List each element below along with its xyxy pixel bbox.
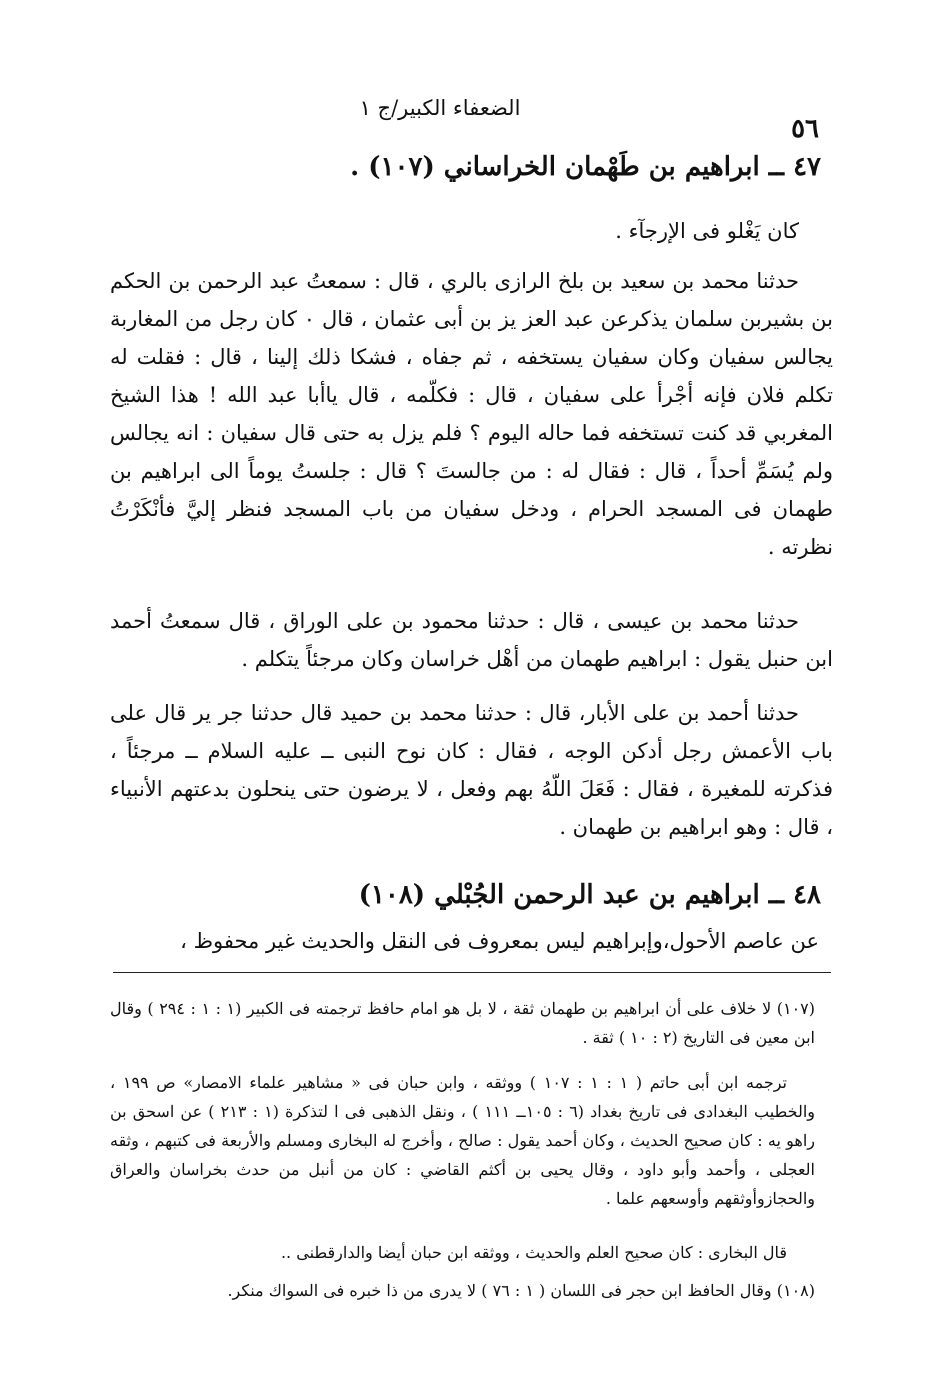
entry-48-title: ٤٨ ــ ابراهيم بن عبد الرحمن الجُبْلي (١٠٨) [358,880,821,910]
entry-47-paragraph-1: كان يَغْلو فى الإرجآء . [615,219,799,243]
entry-47-title: ٤٧ ــ ابراهيم بن طَهْمان الخراساني (١٠٧) . [350,152,821,182]
footnote-108: (١٠٨) وقال الحافظ ابن حجر فى اللسان ( ١ : ٧٦ ) لا يدرى من ذا خبره فى السواك منكر. [227,1281,815,1300]
footnote-107-b: ترجمه ابن أبى حاتم ( ١ : ١ : ١٠٧ ) ووثقه ، وابن حبان فى « مشاهير علماء الامصار» ص ١٩٩ ، والخطيب البغدادى فى تاريخ بغداد (٦ : ١٠٥ــ ١١١ ) ، ونقل الذهبى فى ا لتذكرة (١ : ٢١٣ ) عن اسحق بن راهو يه : كان صحيح الحديث ، وكان أحمد يقول : صالح ، وأخرج له البخارى ومسلم والأربعة فى كتبهم ، وثقه العجلى ، وأحمد وأبو داود ، وقال يحيى بن أكثم القاضي : كان من أنبل من حدث بخراسان والعراق والحجازوأوثقهم وأوسعهم علما . [110,1073,816,1208]
footnote-107-a: (١٠٧) لا خلاف على أن ابراهيم بن طهمان ثقة ، لا بل هو امام حافظ ترجمته فى الكبير (١ : ١ : ٢٩٤ ) وقال ابن معين فى التاريخ (٢ : ١٠ ) ثقة . [110,999,816,1047]
entry-47-paragraph-4: حدثنا أحمد بن على الأبار، قال : حدثنا محمد بن حميد قال حدثنا جر ير قال على باب الأعمش رجل أدكن الوجه ، فقال : كان نوح النبى ــ عليه السلام ــ مرجئاً ، فذكرته للمغيرة ، فقال : فَعَلَ اللّهُ بهم وفعل ، لا يرضون حتى ينحلون بدعتهم الأنبياء ، قال : وهو ابراهيم بن طهمان . [110,701,833,839]
running-title: الضعفاء الكبير/ج ١ [359,96,521,120]
entry-47-paragraph-3: حدثنا محمد بن عيسى ، قال : حدثنا محمود بن على الوراق ، قال سمعتُ أحمد ابن حنبل يقول : ابراهيم طهمان من أهْل خراسان وكان مرجئاً يتكلم . [110,609,833,671]
entry-47-paragraph-2: حدثنا محمد بن سعيد بن بلخ الرازى بالري ، قال : سمعتُ عبد الرحمن بن الحكم بن بشيربن سلمان يذكرعن عبد العز يز بن أبى عثمان ، قال ٠ كان رجل من المغاربة يجالس سفيان وكان سفيان يستخفه ، ثم جفاه ، فشكا ذلك إلينا ، قال : فقلت له تكلم فلان فإنه أجْرأ على سفيان ، قال : فكلّمه ، قال ياأبا عبد الله ! هذا الشيخ المغربي قد كنت تستخفه فما حاله اليوم ؟ فلم يزل به حتى قال سفيان : انه يجالس ولم يُسَمِّ أحداً ، قال : فقال له : من جالستَ ؟ قال : جلستُ يوماً الى ابراهيم بن طهمان فى المسجد الحرام ، ودخل سفيان من باب المسجد فنظر إليَّ فأنْكَرْتُ نظرته . [110,269,833,559]
page-number: ٥٦ [791,114,819,144]
entry-48-paragraph-1: عن عاصم الأحول،وإبراهيم ليس بمعروف فى النقل والحديث غير محفوظ ، [180,929,819,953]
footnote-divider [113,972,831,973]
footnote-107-c: قال البخارى : كان صحيح العلم والحديث ، ووثقه ابن حبان أيضا والدارقطنى .. [280,1243,787,1262]
